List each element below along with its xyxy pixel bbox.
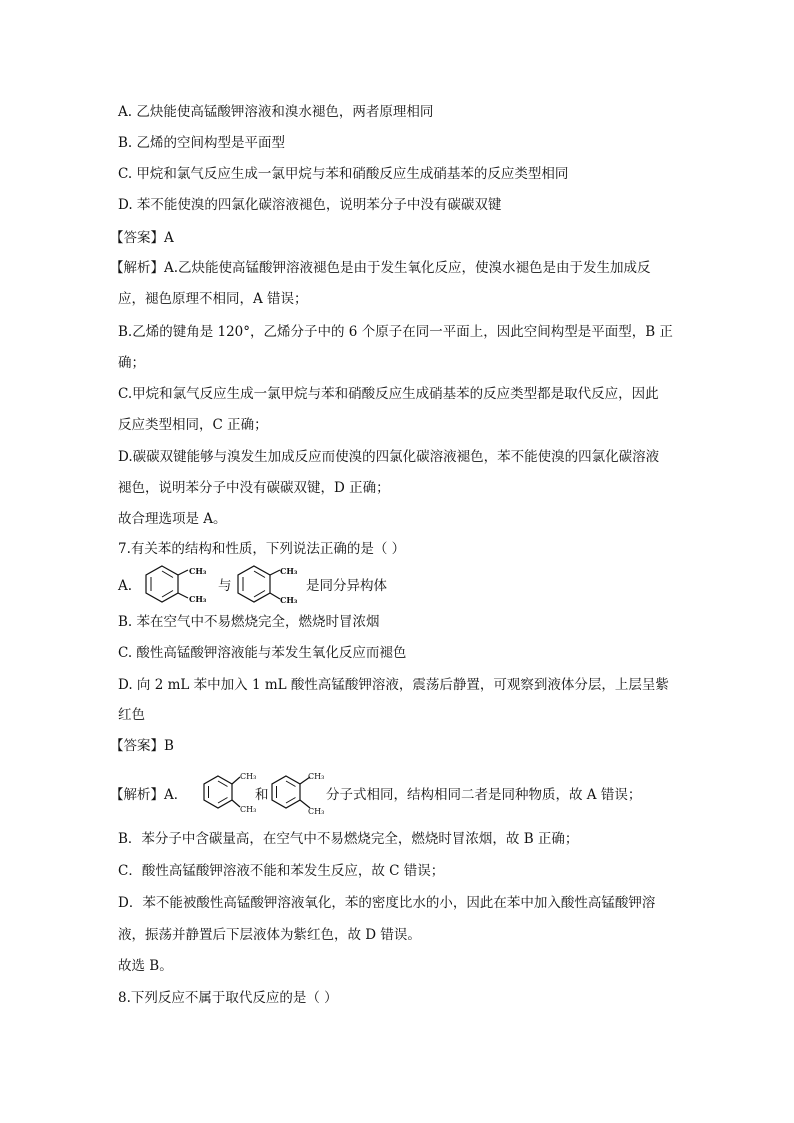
methyl-label: CH₃ xyxy=(240,805,257,814)
q6-analysis-line: 确； xyxy=(118,355,145,371)
q7-option-d: D. 向 2 mL 苯中加入 1 mL 酸性高锰酸钾溶液，震荡后静置，可观察到液体分层，上层呈紫 xyxy=(118,677,669,693)
q6-analysis-line: 【解析】A.乙炔能使高锰酸钾溶液褪色是由于发生氧化反应，使溴水褪色是由于发生加成反 xyxy=(110,260,651,276)
q6-option-c: C. 甲烷和氯气反应生成一氯甲烷与苯和硝酸反应生成硝基苯的反应类型相同 xyxy=(118,166,569,182)
q7-conclusion: 故选 B。 xyxy=(118,958,173,974)
q7-analysis-a-text: 分子式相同，结构相同二者是同种物质，故 A 错误； xyxy=(326,787,642,803)
q6-analysis-line: B.乙烯的键角是 120°，乙烯分子中的 6 个原子在同一平面上，因此空间构型是平面型，B 正 xyxy=(118,324,673,340)
q7-analysis-line: C．酸性高锰酸钾溶液不能和苯发生反应，故 C 错误； xyxy=(118,863,445,879)
q8-stem: 8.下列反应不属于取代反应的是（ ） xyxy=(118,990,338,1006)
methyl-label: CH₃ xyxy=(189,566,207,576)
q6-answer: 【答案】A xyxy=(110,230,174,246)
q7-answer: 【答案】B xyxy=(110,738,174,754)
q6-analysis-line: 褪色，说明苯分子中没有碳碳双键，D 正确； xyxy=(118,480,390,496)
methyl-label: CH₃ xyxy=(280,566,298,576)
q6-option-a: A. 乙炔能使高锰酸钾溶液和溴水褪色，两者原理相同 xyxy=(118,104,434,120)
q7-option-d-cont: 红色 xyxy=(118,707,145,723)
q6-analysis-line: 反应类型相同，C 正确； xyxy=(118,417,268,433)
q7-analysis-line: D．苯不能被酸性高锰酸钾溶液氧化，苯的密度比水的小，因此在苯中加入酸性高锰酸钾溶 xyxy=(118,895,656,911)
methyl-label: CH₃ xyxy=(240,772,257,781)
q7-analysis-a-connector: 和 xyxy=(255,787,269,803)
methyl-label: CH₃ xyxy=(308,807,325,816)
q7-option-c: C. 酸性高锰酸钾溶液能与苯发生氧化反应而褪色 xyxy=(118,645,407,661)
q7-option-b: B. 苯在空气中不易燃烧完全，燃烧时冒浓烟 xyxy=(118,614,380,630)
q7-analysis-line: B．苯分子中含碳量高，在空气中不易燃烧完全，燃烧时冒浓烟，故 B 正确； xyxy=(118,831,579,847)
q6-conclusion: 故合理选项是 A。 xyxy=(118,511,227,527)
q6-option-b: B. 乙烯的空间构型是平面型 xyxy=(118,135,286,151)
q6-option-d: D. 苯不能使溴的四氯化碳溶液褪色，说明苯分子中没有碳碳双键 xyxy=(118,197,502,213)
q6-analysis-line: D.碳碳双键能够与溴发生加成反应而使溴的四氯化碳溶液褪色，苯不能使溴的四氯化碳溶液 xyxy=(118,449,660,465)
methyl-label: CH₃ xyxy=(308,772,325,781)
q7-analysis-line: 液，振荡并静置后下层液体为紫红色，故 D 错误。 xyxy=(118,927,421,943)
q7-option-a-text: 是同分异构体 xyxy=(306,578,387,594)
q7-analysis-a-prefix: 【解析】A． xyxy=(110,787,188,803)
q6-analysis-line: 应，褪色原理不相同，A 错误； xyxy=(118,291,308,307)
q7-stem: 7.有关苯的结构和性质，下列说法正确的是（ ） xyxy=(118,541,406,557)
methyl-label: CH₃ xyxy=(189,594,207,604)
q6-analysis-line: C.甲烷和氯气反应生成一氯甲烷与苯和硝酸反应生成硝基苯的反应类型都是取代反应，因此 xyxy=(118,386,659,402)
q7-option-a-connector: 与 xyxy=(218,578,232,594)
q7-option-a-label: A. xyxy=(118,578,133,594)
methyl-label: CH₃ xyxy=(280,595,298,605)
